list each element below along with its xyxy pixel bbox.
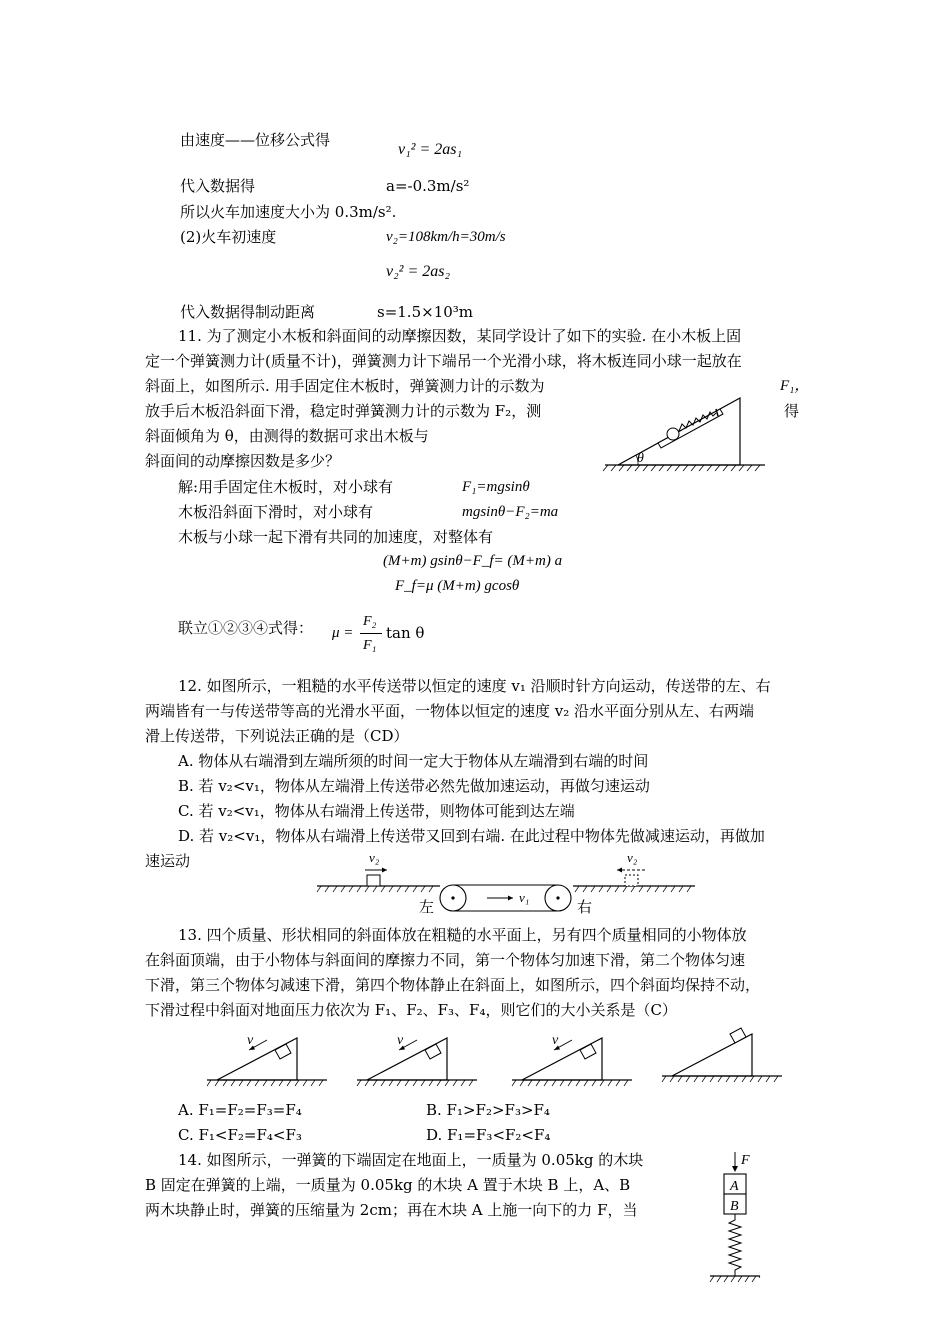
q12-optD2: 速运动 bbox=[145, 852, 191, 870]
q13-optB: B. F₁>F₂>F₃>F₄ bbox=[426, 1101, 550, 1119]
q14-spring-figure bbox=[705, 1150, 765, 1300]
q11-line4b: 得 bbox=[784, 402, 800, 420]
q10-distance-label: 代入数据得制动距离 bbox=[180, 303, 316, 321]
q11-line4a: 放手后木板沿斜面下滑，稳定时弹簧测力计的示数为 F₂，测 bbox=[145, 402, 542, 420]
q11-eq4: F_f=μ (M+m) gcosθ bbox=[395, 578, 520, 594]
q13-optD: D. F₁=F₃<F₂<F₄ bbox=[426, 1126, 551, 1144]
q10-accel-value: a=-0.3m/s² bbox=[386, 177, 470, 195]
incline-2 bbox=[355, 1022, 480, 1092]
q11-line2: 定一个弹簧测力计(质量不计)，弹簧测力计下端吊一个光滑小球，将木板连同小球一起放在 bbox=[145, 352, 742, 370]
q11-result-mu: μ = bbox=[332, 625, 354, 641]
q11-line6: 斜面间的动摩擦因数是多少？ bbox=[145, 452, 341, 470]
q11-incline-figure bbox=[600, 380, 770, 480]
q11-eq3: (M+m) gsinθ−F_f= (M+m) a bbox=[383, 553, 563, 569]
q13-line1: 13. 四个质量、形状相同的斜面体放在粗糙的水平面上，另有四个质量相同的小物体放 bbox=[178, 926, 747, 944]
q10-formula1: v₁² = 2as₁ bbox=[398, 141, 463, 158]
q14-line1: 14. 如图所示，一弹簧的下端固定在地面上，一质量为 0.05kg 的木块 bbox=[178, 1151, 644, 1169]
block-a-label: A bbox=[730, 1179, 739, 1194]
q12-conveyor-figure bbox=[315, 848, 700, 918]
ball bbox=[667, 428, 679, 440]
q11-sol3: 木板与小球一起下滑有共同的加速度，对整体有 bbox=[178, 528, 494, 546]
incline-3 bbox=[510, 1022, 635, 1092]
q11-sol1-eq: F₁=mgsinθ bbox=[462, 479, 530, 495]
q10-substitute-label: 代入数据得 bbox=[180, 177, 256, 195]
q13-line4: 下滑过程中斜面对地面压力依次为 F₁、F₂、F₃、F₄，则它们的大小关系是（C） bbox=[145, 1001, 677, 1019]
right-v2-label: v₂ bbox=[627, 850, 638, 865]
q12-optB: B. 若 v₂<v₁，物体从左端滑上传送带必然先做加速运动，再做匀速运动 bbox=[178, 777, 650, 795]
right-block bbox=[625, 875, 638, 886]
q10-v2-value: v₂=108km/h=30m/s bbox=[386, 229, 506, 245]
q10-distance-value: s=1.5×10³m bbox=[377, 303, 474, 321]
q10-formula-label: 由速度——位移公式得 bbox=[180, 131, 331, 149]
q10-part2-label: (2)火车初速度 bbox=[180, 228, 277, 246]
right-label: 右 bbox=[577, 900, 593, 916]
q11-result-num: F₂ bbox=[363, 614, 377, 629]
q13-line3: 下滑，第三个物体匀减速下滑，第四个物体静止在斜面上，如图所示，四个斜面均保持不动， bbox=[145, 976, 761, 994]
q11-line5: 斜面倾角为 θ，由测得的数据可求出木板与 bbox=[145, 427, 429, 445]
block-b-label: B bbox=[730, 1199, 739, 1214]
spring bbox=[729, 1214, 741, 1276]
q12-line1: 12. 如图所示，一粗糙的水平传送带以恒定的速度 v₁ 沿顺时针方向运动，传送带的左、右 bbox=[178, 677, 771, 695]
force-label: F bbox=[741, 1153, 750, 1168]
q11-result-den: F₁ bbox=[363, 638, 377, 653]
incline-2-v: v bbox=[397, 1033, 404, 1048]
q11-line3a: 斜面上，如图所示. 用手固定住木板时，弹簧测力计的示数为 bbox=[145, 377, 545, 395]
wooden-board bbox=[658, 409, 723, 448]
q11-combine-label: 联立①②③④式得： bbox=[178, 619, 314, 637]
q12-line3: 滑上传送带，下列说法正确的是（CD） bbox=[145, 727, 409, 745]
fraction-bar bbox=[360, 633, 382, 634]
incline-1 bbox=[205, 1022, 330, 1092]
left-v2-label: v₂ bbox=[369, 850, 380, 865]
q13-optC: C. F₁<F₂=F₄<F₃ bbox=[178, 1126, 302, 1144]
q11-line3b: F₁， bbox=[780, 378, 810, 394]
q11-sol2-eq: mgsinθ−F₂=ma bbox=[462, 504, 559, 520]
q12-optD1: D. 若 v₂<v₁，物体从右端滑上传送带又回到右端. 在此过程中物体先做减速运动，再做加 bbox=[178, 827, 765, 845]
left-block bbox=[367, 875, 380, 886]
q12-line2: 两端皆有一与传送带等高的光滑水平面，一物体以恒定的速度 v₂ 沿水平面分别从左、右两端 bbox=[145, 702, 755, 720]
q11-result-tan: tan θ bbox=[386, 624, 425, 642]
q10-formula2: v₂² = 2as₂ bbox=[386, 263, 451, 280]
incline-4 bbox=[660, 1018, 785, 1088]
q12-optC: C. 若 v₂<v₁，物体从右端滑上传送带，则物体可能到达左端 bbox=[178, 802, 575, 820]
q11-sol2-label: 木板沿斜面下滑时，对小球有 bbox=[178, 503, 374, 521]
ground-hatch bbox=[603, 465, 760, 471]
q11-line1: 11. 为了测定小木板和斜面间的动摩擦因数，某同学设计了如下的实验. 在小木板上固 bbox=[178, 327, 742, 345]
q12-optA: A. 物体从右端滑到左端所须的时间一定大于物体从左端滑到右端的时间 bbox=[178, 752, 649, 770]
theta-label: θ bbox=[637, 451, 644, 466]
v1-label: v₁ bbox=[519, 890, 530, 905]
q10-conclusion: 所以火车加速度大小为 0.3m/s². bbox=[180, 203, 397, 221]
q11-sol1-label: 解:用手固定住木板时，对小球有 bbox=[178, 478, 394, 496]
incline-1-v: v bbox=[247, 1033, 254, 1048]
q14-line2: B 固定在弹簧的上端，一质量为 0.05kg 的木块 A 置于木块 B 上，A、B bbox=[145, 1176, 631, 1194]
q14-line3: 两木块静止时，弹簧的压缩量为 2cm；再在木块 A 上施一向下的力 F，当 bbox=[145, 1201, 638, 1219]
q13-line2: 在斜面顶端，由于小物体与斜面间的摩擦力不同，第一个物体匀加速下滑，第二个物体匀速 bbox=[145, 951, 746, 969]
q13-optA: A. F₁=F₂=F₃=F₄ bbox=[178, 1101, 302, 1119]
incline-3-v: v bbox=[552, 1033, 559, 1048]
left-label: 左 bbox=[419, 900, 435, 916]
